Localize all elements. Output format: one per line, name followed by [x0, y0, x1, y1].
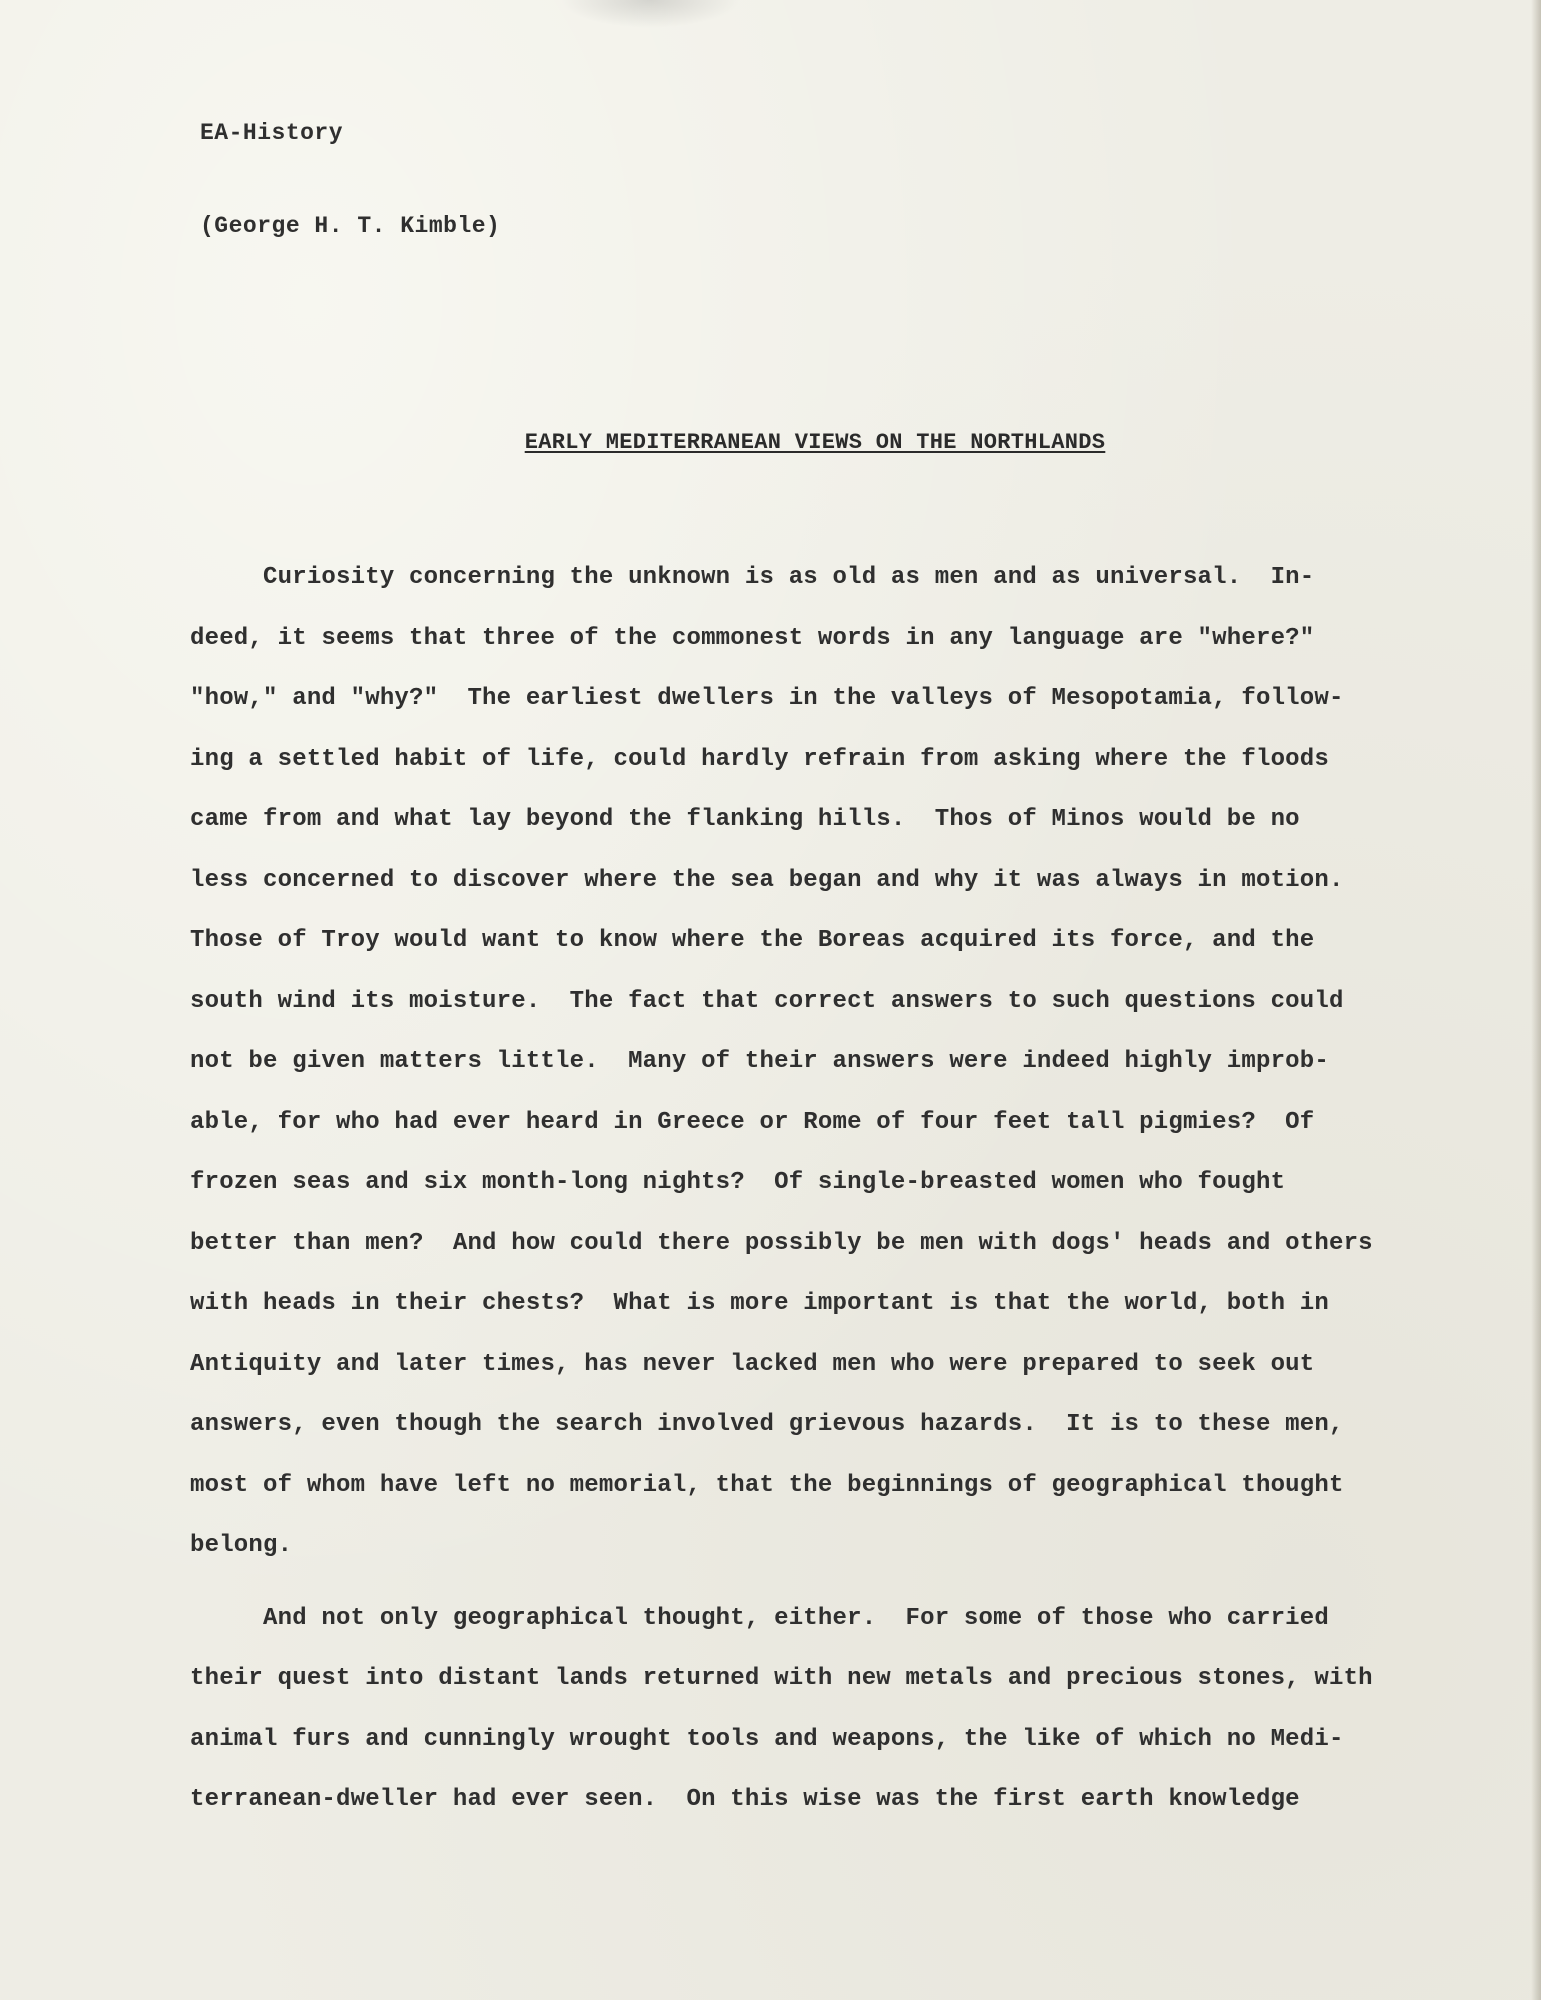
document-header — [200, 56, 500, 304]
paragraph-2 — [190, 1589, 1440, 1831]
text-line: terranean-dweller had ever seen. On this wise was the first earth knowledge — [190, 1786, 1300, 1813]
text-line: answers, even though the search involved grievous hazards. It is to these men, — [190, 1411, 1344, 1438]
text-line: better than men? And how could there possibly be men with dogs' heads and others — [190, 1229, 1373, 1257]
header-category: EA-History — [200, 120, 344, 146]
document-title: EARLY MEDITERRANEAN VIEWS ON THE NORTHLANDS — [524, 430, 1106, 455]
text-line: most of whom have left no memorial, that the beginnings of geographical thought — [190, 1471, 1344, 1499]
text-line: Those of Troy would want to know where the Boreas acquired its force, and the — [190, 927, 1315, 954]
text-line: able, for who had ever heard in Greece or Rome of four feet tall pigmies? Of — [190, 1108, 1315, 1136]
text-line: not be given matters little. Many of their answers were indeed highly improb- — [190, 1048, 1329, 1075]
paragraph-spacer — [190, 1577, 1440, 1589]
text-line: "how," and "why?" The earliest dwellers in the valleys of Mesopotamia, follow- — [190, 685, 1344, 712]
text-line: frozen seas and six month-long nights? Of single-breasted women who fought — [190, 1169, 1286, 1196]
text-line: with heads in their chests? What is more important is that the world, both in — [190, 1290, 1329, 1317]
text-line: And not only geographical thought, either. For some of those who carried — [190, 1604, 1329, 1632]
paper-edge-shadow — [1531, 0, 1541, 2000]
text-line: south wind its moisture. The fact that correct answers to such questions could — [190, 987, 1344, 1015]
document-body — [190, 548, 1440, 1831]
text-line: animal furs and cunningly wrought tools and weapons, the like of which no Medi- — [190, 1725, 1344, 1753]
text-line: Antiquity and later times, has never lacked men who were prepared to seek out — [190, 1350, 1315, 1378]
paper-smudge — [560, 0, 740, 28]
text-line: ing a settled habit of life, could hardly refrain from asking where the floods — [190, 745, 1329, 773]
text-line: Curiosity concerning the unknown is as old as men and as universal. In- — [190, 564, 1315, 591]
text-line: belong. — [190, 1532, 293, 1559]
text-line: deed, it seems that three of the commonest words in any language are "where?" — [190, 624, 1315, 652]
text-line: came from and what lay beyond the flanking hills. Thos of Minos would be no — [190, 806, 1300, 833]
text-line: their quest into distant lands returned with new metals and precious stones, with — [190, 1665, 1373, 1692]
text-line: less concerned to discover where the sea began and why it was always in motion. — [190, 866, 1344, 894]
paragraph-1 — [190, 548, 1440, 1577]
header-author: (George H. T. Kimble) — [200, 213, 501, 239]
